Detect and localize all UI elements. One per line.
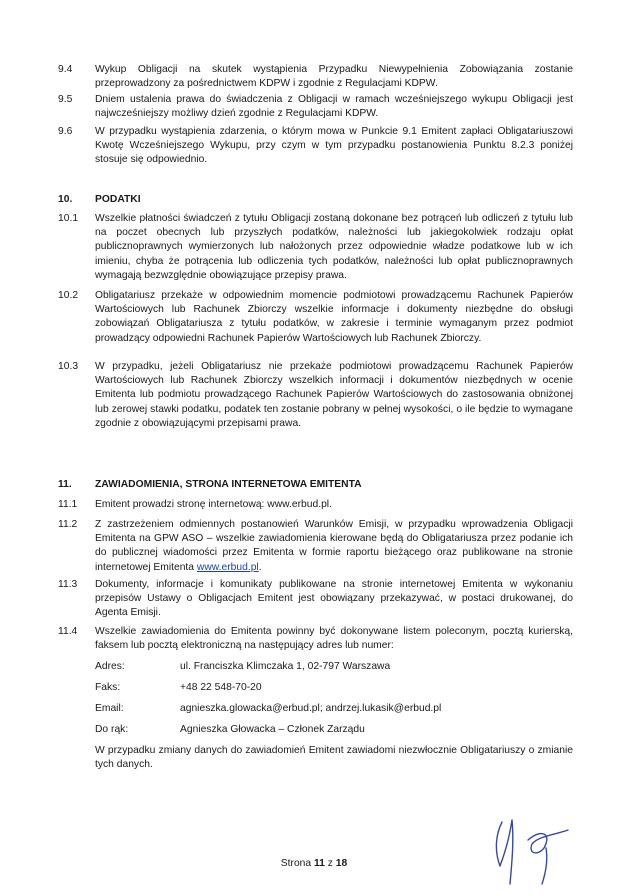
- address-label: Adres:: [95, 661, 125, 672]
- email-value: agnieszka.glowacka@erbud.pl; andrzej.lukasik@erbud.pl: [180, 703, 442, 714]
- section-text: W przypadku wystąpienia zdarzenia, o którym mowa w Punkcie 9.1 Emitent zapłaci Obligatariuszowi Kwotę Wcześniejszego Wykupu, przy czym w tym przypadku postanowienia Punktu 8.2.3 poniżej stosuje się odpowiednio.: [95, 126, 573, 166]
- section-number: 11.4: [58, 626, 78, 637]
- section-number: 11.1: [58, 499, 78, 510]
- page-footer: [0, 857, 628, 871]
- handwritten-signature: [488, 810, 578, 890]
- section-text-tail: .: [258, 561, 262, 573]
- heading-number: 10.: [58, 194, 73, 205]
- fax-label: Faks:: [95, 682, 121, 693]
- section-text: Wszelkie płatności świadczeń z tytułu Obligacji zostaną dokonane bez potrąceń lub odliczeń z tytułu lub na poczet obecnych lub przyszłych podatków, należności lub jakiegokolwiek rodzaju opłat publicznoprawnych wymierzonych lub nałożonych przez odpowiednie władze podatkowe lub w ich imieniu, chyba że potrącenia lub odliczenia tych podatków, należności lub opłat publicznoprawnych wymagają bezwzględnie obowiązujące przepisy prawa.: [95, 213, 573, 281]
- heading-title: PODATKI: [95, 194, 141, 205]
- section-text: [95, 518, 573, 575]
- section-text: Wykup Obligacji na skutek wystąpienia Przypadku Niewypełnienia Zobowiązania zostanie przeprowadzony za pośrednictwem KDPW i zgodnie z Regulacjami KDPW.: [95, 64, 573, 90]
- section-number: 10.1: [58, 213, 79, 224]
- footer-page-number: 11: [313, 858, 325, 869]
- section-number: 11.2: [58, 519, 78, 530]
- section-number: 9.5: [58, 94, 73, 105]
- footer-separator: z: [324, 858, 336, 869]
- section-text: Dokumenty, informacje i komunikaty publikowane na stronie internetowej Emitenta w wykonaniu przepisów Ustawy o Obligacjach Emitent jest obowiązany przekazywać, w postaci drukowanej, do Agenta Emisji.: [95, 579, 573, 619]
- section-text-body: Z zastrzeżeniem odmiennych postanowień Warunków Emisji, w przypadku wprowadzenia Obligacji Emitenta na GPW ASO – wszelkie zawiadomienia kierowane będą do Obligatariusza przez podanie ich do publicznej wiadomości przez Emitenta w formie raportu bieżącego oraz publikowane na stronie internetowej Emitenta: [95, 519, 573, 573]
- section-number: 11.3: [58, 579, 78, 590]
- section-text: Wszelkie zawiadomienia do Emitenta powinny być dokonywane listem poleconym, pocztą kurierską, faksem lub pocztą elektroniczną na następujący adres lub numer:: [95, 626, 573, 652]
- section-text: Dniem ustalenia prawa do świadczenia z Obligacji w ramach wcześniejszego wykupu Obligacji jest najwcześniejszy możliwy dzień zgodnie z Regulacjami KDPW.: [95, 94, 573, 120]
- heading-number: 11.: [58, 479, 72, 490]
- closing-text: W przypadku zmiany danych do zawiadomień Emitent zawiadomi niezwłocznie Obligatariuszy o zmianie tych danych.: [95, 745, 573, 771]
- heading-title: ZAWIADOMIENIA, STRONA INTERNETOWA EMITENTA: [95, 479, 362, 490]
- section-number: 9.6: [58, 126, 73, 137]
- section-number: 10.3: [58, 361, 79, 372]
- footer-total-pages: 18: [335, 858, 348, 869]
- footer-prefix: Strona: [280, 858, 314, 869]
- section-text: Emitent prowadzi stronę internetową: www.erbud.pl.: [95, 499, 332, 510]
- attention-label: Do rąk:: [95, 724, 129, 735]
- section-text: W przypadku, jeżeli Obligatariusz nie przekaże podmiotowi prowadzącemu Rachunek Papierów Wartościowych lub Rachunek Zbiorczy wszelkich informacji i dokumentów niezbędnych w ocenie Emitenta lub podmiotu prowadzącego Rachunek Papierów Wartościowych do zastosowania obniżonej lub zerowej stawki podatku, podatek ten zostanie pobrany w pełnej wysokości, o ile będzie to wymagane zgodnie z obowiązującymi przepisami prawa.: [95, 361, 573, 429]
- email-label: Email:: [95, 703, 124, 714]
- address-value: ul. Franciszka Klimczaka 1, 02-797 Warszawa: [180, 661, 391, 672]
- fax-value: +48 22 548-70-20: [180, 682, 262, 693]
- attention-value: Agnieszka Głowacka – Członek Zarządu: [180, 724, 365, 735]
- erbud-website-link[interactable]: www.erbud.pl: [196, 561, 259, 573]
- section-number: 9.4: [58, 64, 73, 75]
- section-text: Obligatariusz przekaże w odpowiednim momencie podmiotowi prowadzącemu Rachunek Papierów Wartościowych lub Rachunek Zbiorczy wszelkie informacje i dokumenty niezbędne do obsługi zobowiązań Obligatariusza z tytułu podatków, w zakresie i terminie wymaganym przez podmiot prowadzący odpowiedni Rachunek Papierów Wartościowych lub Rachunek Zbiorczy.: [95, 290, 573, 344]
- section-number: 10.2: [58, 290, 79, 301]
